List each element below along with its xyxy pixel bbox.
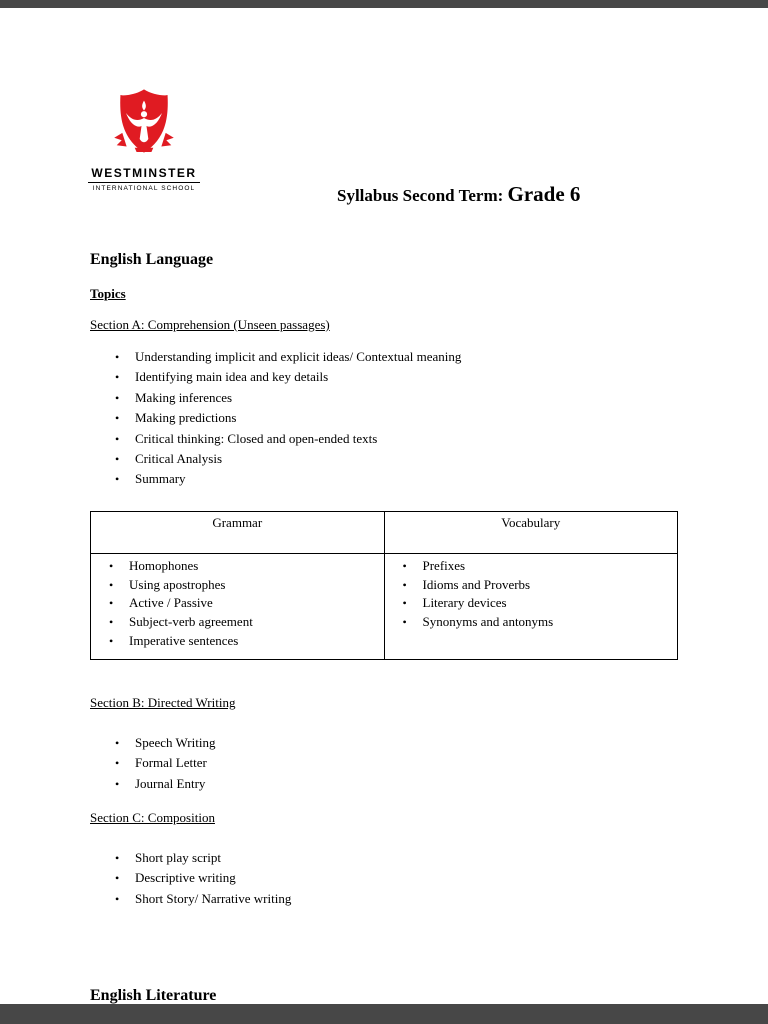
bullet-icon: • xyxy=(115,411,120,426)
bullet-icon: • xyxy=(109,558,114,573)
bullet-text: Identifying main idea and key details xyxy=(135,369,329,385)
school-name: WESTMINSTER xyxy=(88,166,200,183)
bullet-icon: • xyxy=(109,596,114,611)
bullet-text: Idioms and Proverbs xyxy=(422,576,531,592)
bullet-item xyxy=(115,774,678,794)
bullet-text: Homophones xyxy=(129,557,199,573)
bullet-icon: • xyxy=(115,472,120,487)
table-header-row xyxy=(91,511,678,553)
section-a-heading: Section A: Comprehension (Unseen passages) xyxy=(90,317,330,332)
bullet-text: Journal Entry xyxy=(135,775,206,791)
bullet-item xyxy=(115,429,678,449)
table-header-grammar: Grammar xyxy=(91,511,385,553)
document-title xyxy=(337,182,580,207)
section-a-list xyxy=(90,347,678,490)
bullet-item xyxy=(115,347,678,367)
bullet-item xyxy=(115,753,678,773)
bullet-text: Understanding implicit and explicit ideas/ Contextual meaning xyxy=(135,349,462,364)
school-subtitle: INTERNATIONAL SCHOOL xyxy=(92,185,196,192)
bullet-icon: • xyxy=(115,756,120,771)
bullet-text: Literary devices xyxy=(422,595,507,611)
table-body-row xyxy=(91,553,678,659)
bullet-item xyxy=(403,576,678,595)
bullet-text: Making predictions xyxy=(135,410,237,426)
bullet-text: Summary xyxy=(135,471,186,487)
bullet-icon: • xyxy=(402,577,407,592)
bullet-item xyxy=(115,733,678,753)
bullet-icon: • xyxy=(115,350,120,364)
bullet-item xyxy=(109,632,384,651)
grammar-list xyxy=(91,557,384,651)
table-cell-grammar xyxy=(91,553,385,659)
bullet-text: Formal Letter xyxy=(135,755,207,771)
bullet-text: Short Story/ Narrative writing xyxy=(135,890,292,906)
vocabulary-list xyxy=(385,557,678,632)
bullet-icon: • xyxy=(115,891,120,906)
bullet-icon: • xyxy=(115,776,120,791)
bullet-text: Synonyms and antonyms xyxy=(422,614,554,630)
bullet-icon: • xyxy=(109,634,114,649)
bullet-item xyxy=(115,388,678,408)
bullet-text: Short play script xyxy=(135,850,221,866)
bullet-text: Active / Passive xyxy=(129,595,213,611)
bullet-text: Making inferences xyxy=(135,389,233,405)
bullet-icon: • xyxy=(115,851,120,866)
bullet-item xyxy=(109,594,384,613)
bullet-icon: • xyxy=(402,615,407,630)
bullet-item xyxy=(109,557,384,576)
bullet-icon: • xyxy=(115,871,120,886)
bullet-item xyxy=(403,594,678,613)
bullet-item xyxy=(115,449,678,469)
bullet-item xyxy=(115,868,678,888)
bullet-icon: • xyxy=(109,615,114,630)
bullet-item xyxy=(115,408,678,428)
bullet-item xyxy=(403,613,678,632)
grammar-vocabulary-table xyxy=(90,511,678,660)
bullet-item xyxy=(115,889,678,909)
bullet-icon: • xyxy=(402,596,407,611)
bullet-item xyxy=(115,469,678,489)
bullet-icon: • xyxy=(402,558,407,573)
section-b-heading: Section B: Directed Writing xyxy=(90,694,236,710)
bullet-icon: • xyxy=(115,452,120,467)
document-body xyxy=(90,251,678,1005)
bullet-item xyxy=(115,848,678,868)
bullet-icon: • xyxy=(115,735,120,750)
section-b-list xyxy=(90,733,678,794)
bullet-icon: • xyxy=(115,390,120,405)
bullet-text: Subject-verb agreement xyxy=(129,614,253,630)
document-title-grade: Grade 6 xyxy=(507,182,581,206)
bullet-text: Critical thinking: Closed and open-ended texts xyxy=(135,430,378,446)
topics-heading: Topics xyxy=(90,286,126,301)
table-header-vocabulary: Vocabulary xyxy=(384,511,678,553)
bullet-text: Imperative sentences xyxy=(129,633,239,649)
bullet-text: Critical Analysis xyxy=(135,451,223,467)
table-cell-vocabulary xyxy=(384,553,678,659)
bullet-icon: • xyxy=(115,370,120,385)
bullet-item xyxy=(109,613,384,632)
document-page xyxy=(0,8,768,1004)
bullet-text: Prefixes xyxy=(422,557,466,573)
school-crest-icon xyxy=(113,88,175,164)
school-logo xyxy=(88,88,200,192)
bullet-icon: • xyxy=(109,577,114,592)
bullet-item xyxy=(403,557,678,576)
section-c-list xyxy=(90,848,678,909)
section-c-heading: Section C: Composition xyxy=(90,810,215,826)
bullet-text: Using apostrophes xyxy=(129,576,226,592)
bullet-text: Descriptive writing xyxy=(135,870,236,886)
bullet-text: Speech Writing xyxy=(135,734,216,750)
bullet-item xyxy=(109,576,384,595)
subject-heading-english-language: English Language xyxy=(90,251,214,268)
bullet-item xyxy=(115,367,678,387)
subject-heading-english-literature: English Literature xyxy=(90,987,217,1005)
document-title-prefix: Syllabus Second Term: xyxy=(337,186,508,205)
bullet-icon: • xyxy=(115,431,120,446)
